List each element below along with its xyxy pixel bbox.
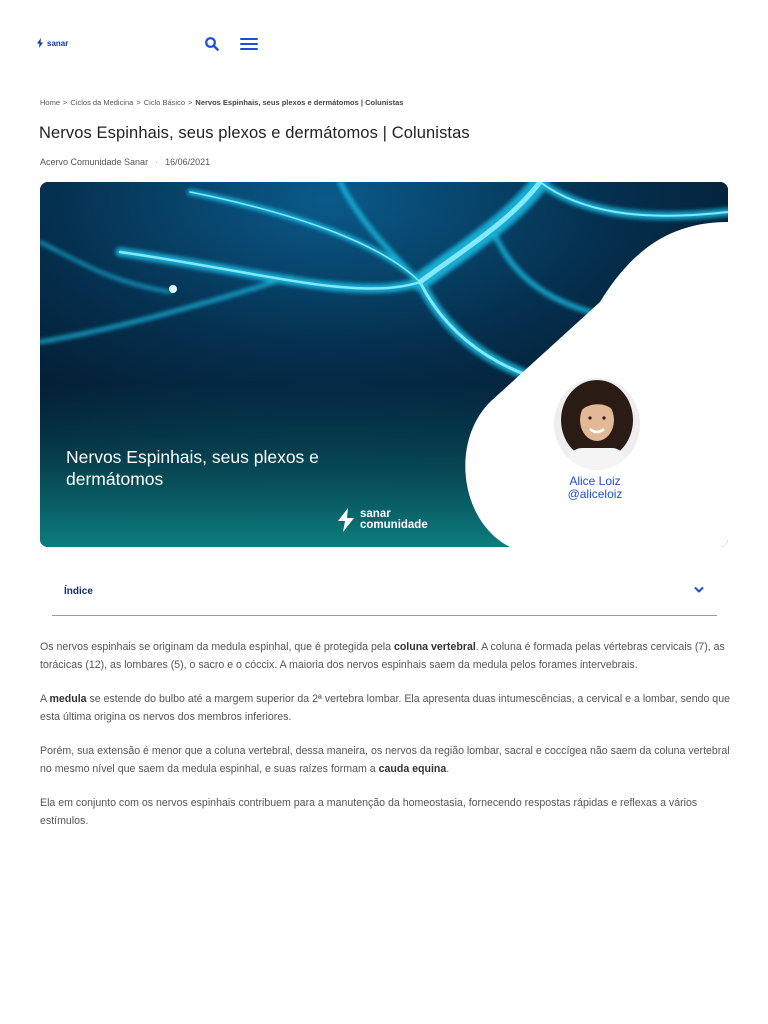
author-portrait (554, 378, 640, 470)
author-handle: @aliceloiz (567, 487, 623, 501)
paragraph-2 (40, 690, 732, 726)
toc-label: Índice (64, 586, 93, 597)
breadcrumb-home[interactable]: Home (40, 98, 61, 107)
sanar-logo-icon (36, 38, 44, 48)
author-credit (540, 475, 650, 501)
author-avatar (554, 378, 640, 470)
bold-term: cauda equina (378, 763, 447, 775)
search-button[interactable] (204, 36, 220, 52)
paragraph-4: Ela em conjunto com os nervos espinhais contribuem para a manutenção da homeostasia, fornecendo respostas rápidas e reflexas a vários estímulos. (40, 797, 698, 827)
breadcrumb-separator: > (63, 98, 68, 107)
sanar-comunidade-logo (336, 508, 428, 532)
paragraph-3 (40, 742, 732, 778)
text-run: Porém, sua extensão é menor que a coluna vertebral, dessa maneira, os nervos da região lombar, sacral e coccígea não saem da coluna vertebral no mesmo nível que saem da medula espinhal, e suas raízes formam a (40, 745, 730, 775)
brand-name: sanar (47, 38, 69, 48)
text-run: . A coluna é formada pelas vértebras cervicais (7), as torácicas (12), as lombares (5), o sacro e o cóccix. A maioria dos nervos espinhais saem da medula pelos forames intervebrais. (40, 641, 725, 671)
chevron-down-icon (693, 584, 705, 596)
menu-icon-bar (240, 48, 258, 50)
breadcrumb-current: Nervos Espinhais, seus plexos e dermátomos | Colunistas (195, 98, 404, 107)
sanar-logo[interactable] (36, 38, 68, 48)
brand-line-2: comunidade (360, 519, 428, 531)
meta-separator: · (155, 157, 159, 167)
site-header (0, 0, 768, 88)
hero-title: Nervos Espinhais, seus plexos e dermátomos (66, 447, 319, 489)
text-run: . (446, 763, 450, 775)
hero-image (40, 182, 728, 547)
breadcrumb-separator: > (136, 98, 141, 107)
menu-icon (240, 38, 258, 40)
text-run: A (40, 693, 50, 705)
brand-line-1: sanar (360, 508, 391, 520)
breadcrumb (40, 98, 403, 107)
menu-icon-bar (240, 43, 258, 45)
text-run: Os nervos espinhais se originam da medula espinhal, que é protegida pela (40, 641, 394, 653)
article-meta (40, 157, 210, 167)
breadcrumb-ciclo-basico[interactable]: Ciclo Básico (143, 98, 186, 107)
paragraph-1 (40, 638, 732, 674)
menu-button[interactable] (240, 38, 258, 52)
light-dot (169, 285, 177, 293)
sanar-comunidade-logo-icon (336, 508, 356, 532)
author-link[interactable]: Acervo Comunidade Sanar (40, 157, 149, 167)
page-title: Nervos Espinhais, seus plexos e dermátomos | Colunistas (39, 124, 470, 142)
bold-term: coluna vertebral (393, 641, 476, 653)
article-body (40, 638, 732, 846)
text-run: se estende do bulbo até a margem superior da 2ª vertebra lombar. Ela apresenta duas intumescências, a cervical e a lombar, sendo que esta última origina os nervos dos membros inferiores. (40, 693, 730, 723)
breadcrumb-ciclos[interactable]: Ciclos da Medicina (70, 98, 134, 107)
breadcrumb-separator: > (188, 98, 193, 107)
author-name: Alice Loiz (569, 474, 621, 488)
search-icon (204, 36, 220, 52)
table-of-contents-toggle[interactable] (52, 578, 717, 616)
bold-term: medula (49, 693, 87, 705)
publish-date: 16/06/2021 (165, 157, 211, 167)
